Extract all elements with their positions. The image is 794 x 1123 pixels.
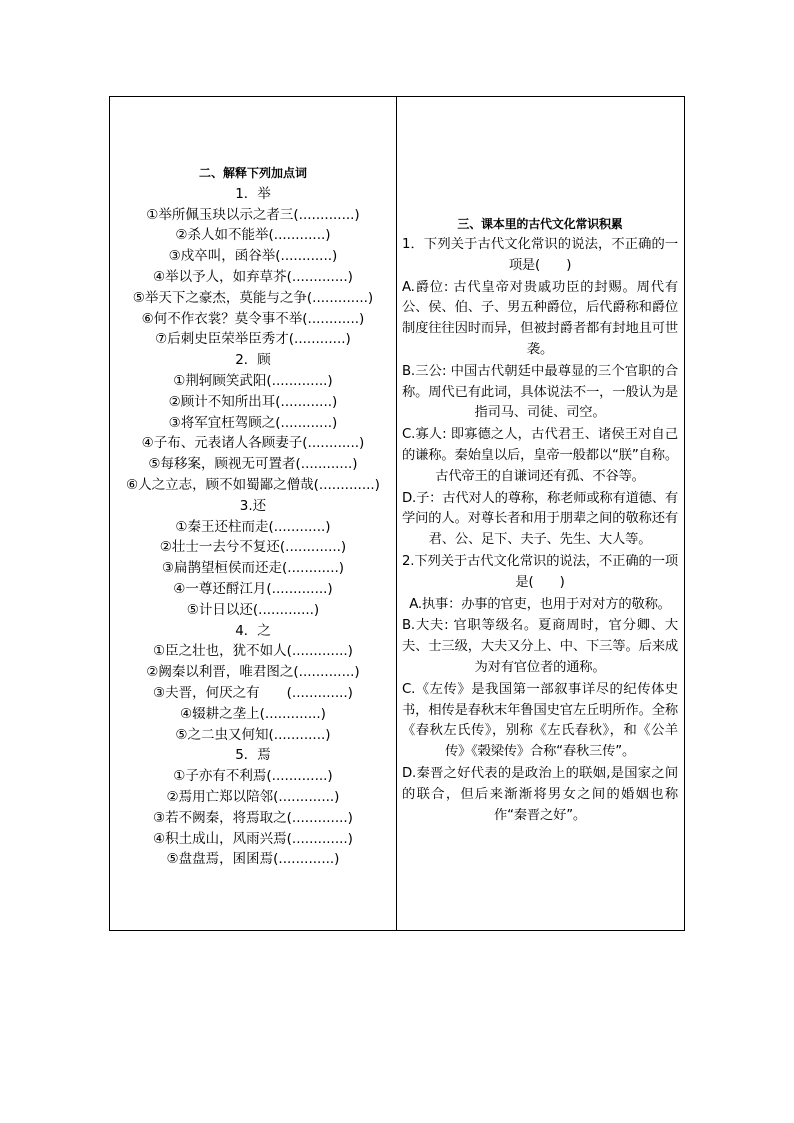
exercise-table — [109, 96, 685, 931]
exercise-item: ⑤之二虫又何知(............) — [175, 726, 331, 743]
word-heading-ju: 1．举 — [235, 185, 271, 202]
exercise-item: ①荆轲顾笑武阳(.............) — [173, 372, 333, 389]
question-2-option-b: B.大夫: 官职等级名。夏商周时，官分卿、大夫、士三级，大夫又分上、中、下三等。后来成为对有官位者的通称。 — [402, 618, 678, 675]
exercise-item: ②焉用亡郑以陪邻(.............) — [166, 788, 340, 805]
exercise-item: ③扁鹊望桓侯而还走(............) — [161, 560, 345, 577]
question-1-option-b: B.三公: 中国古代朝廷中最尊显的三个官职的合称。周代已有此词，具体说法不一，一般认为是指司马、司徒、司空。 — [402, 363, 678, 421]
right-column — [402, 213, 678, 827]
exercise-item: ③将军宜枉驾顾之(............) — [168, 414, 338, 431]
exercise-item: ②杀人如不能举(............) — [175, 227, 331, 244]
question-1-option-a: A.爵位: 古代皇帝对贵戚功臣的封赐。周代有公、侯、伯、子、男五种爵位，后代爵称和爵位制度往往因时而异，但被封爵者都有封地且可世袭。 — [402, 279, 678, 357]
exercise-item: ②壮士一去兮不复还(.............) — [159, 539, 347, 556]
exercise-item: ⑤计日以还(.............) — [186, 601, 320, 618]
question-1-option-d: D.子：古代对人的尊称，称老师或称有道德、有学问的人。对尊长者和用于朋辈之间的敬称还有君、公、足下、夫子、先生、大人等。 — [402, 490, 679, 548]
question-2-option-a: A.执事：办事的官吏，也用于对对方的敬称。 — [409, 596, 671, 612]
exercise-item: ④一尊还酹江月(.............) — [173, 580, 333, 597]
column-divider — [396, 97, 397, 930]
exercise-item: ④子布、元表诸人各顾妻子(............) — [141, 435, 365, 452]
word-heading-gu: 2．顾 — [235, 352, 271, 369]
section-title-explain-words: 二、解释下列加点词 — [198, 166, 307, 180]
exercise-item: ⑦后刺史臣荣举臣秀才(............) — [155, 331, 351, 348]
exercise-item: ⑤盘盘焉，囷囷焉(.............) — [166, 851, 340, 868]
exercise-item: ①臣之壮也，犹不如人(.............) — [153, 643, 353, 660]
question-2-option-d: D.秦晋之好代表的是政治上的联姻,是国家之间的联合，但后来渐渐将男女之间的婚姻也称作“秦晋之好”。 — [402, 765, 678, 823]
exercise-item: ①举所佩玉玦以示之者三(.............) — [146, 206, 360, 223]
left-column — [110, 163, 396, 870]
exercise-item: ①子亦有不利焉(.............) — [173, 768, 333, 785]
question-1-stem: 1．下列关于古代文化常识的说法，不正确的一项是( ) — [402, 237, 678, 273]
question-2-option-c: C.《左传》是我国第一部叙事详尽的纪传体史书，相传是春秋末年鲁国史官左丘明所作。全称《春秋左氏传》，别称《左氏春秋》，和《公羊传》《榖梁传》合称“春秋三传”。 — [402, 681, 678, 760]
exercise-item: ②顾计不知所出耳(............) — [168, 393, 338, 410]
exercise-item: ③若不阙秦，将焉取之(.............) — [153, 809, 353, 826]
exercise-item: ④辍耕之垄上(.............) — [180, 705, 326, 722]
exercise-item: ⑥人之立志，顾不如蜀鄙之僧哉(.............) — [126, 476, 380, 493]
word-heading-zhi: 4．之 — [235, 622, 271, 639]
exercise-item: ⑤举天下之豪杰，莫能与之争(.............) — [132, 289, 374, 306]
exercise-item: ④积土成山，风雨兴焉(.............) — [153, 830, 353, 847]
exercise-item: ⑤每移案，顾视无可置者(............) — [148, 456, 358, 473]
word-heading-yan: 5．焉 — [235, 747, 271, 764]
exercise-item: ③夫晋，何厌之有 (.............) — [153, 684, 353, 701]
exercise-item: ④举以予人，如弃草芥(.............) — [153, 268, 353, 285]
exercise-item: ⑥何不作衣裳？莫令事不举(............) — [141, 310, 365, 327]
word-heading-huan: 3.还 — [239, 497, 267, 514]
question-2-stem: 2.下列关于古代文化常识的说法，不正确的一项是( ) — [402, 553, 678, 590]
exercise-item: ①秦王还柱而走(............) — [175, 518, 331, 535]
exercise-item: ③戍卒叫，函谷举(............) — [168, 248, 338, 265]
section-title-culture-knowledge: 三、课本里的古代文化常识积累 — [457, 217, 623, 231]
question-1-option-c: C.寡人: 即寡德之人，古代君王、诸侯王对自己的谦称。秦始皇以后，皇帝一般都以“朕”自称。古代帝王的自谦词还有孤、不谷等。 — [402, 427, 678, 484]
exercise-item: ②阙秦以利晋，唯君图之(.............) — [146, 664, 360, 681]
